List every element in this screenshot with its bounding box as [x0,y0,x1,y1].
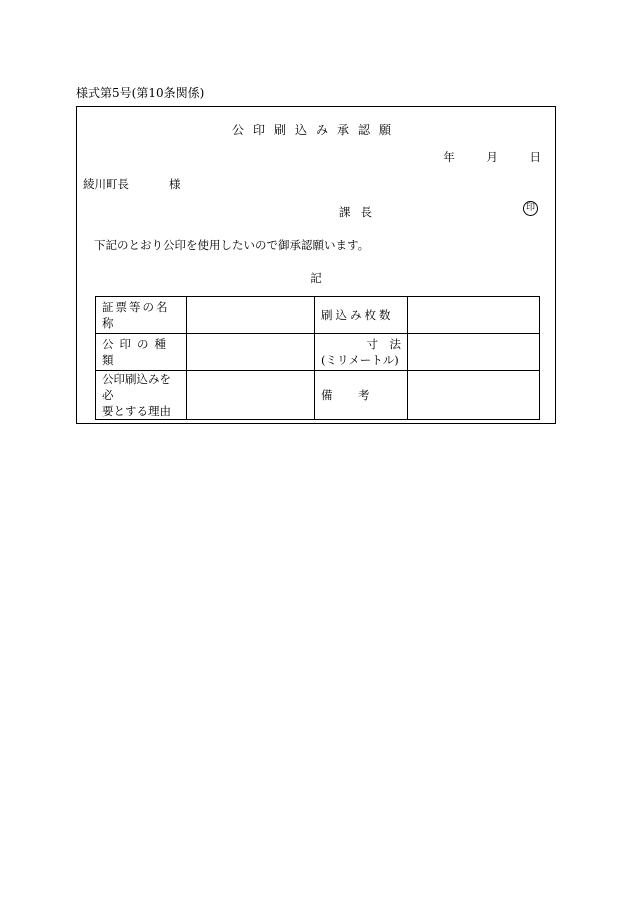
remarks-field[interactable] [408,371,540,420]
remarks-label: 備 考 [315,371,408,420]
table-row [96,334,540,371]
dimension-label [315,334,408,371]
dimension-label-line2: (ミリメートル) [321,353,399,367]
form-title: 公印刷込み承認願 [231,123,400,137]
request-text: 下記のとおり公印を使用したいので御承認願います。 [94,238,370,252]
dimension-field[interactable] [408,334,540,371]
form-frame [76,106,556,424]
seal-mark: 印 [523,201,538,216]
seal-type-label: 公印の種類 [96,334,187,371]
addressee-name: 綾川町長 [83,177,129,191]
dimension-label-line1: 寸 法 [366,337,401,351]
seal-type-field[interactable] [187,334,315,371]
date-month: 月 [486,150,498,164]
reason-label-line2: 要とする理由 [102,404,171,418]
table-row [96,371,540,420]
print-count-field[interactable] [408,297,540,334]
reason-field[interactable] [187,371,315,420]
date-year: 年 [443,150,455,164]
table-row [96,297,540,334]
addressee [83,176,181,192]
date-line [443,149,541,165]
reason-label [96,371,187,420]
addressee-honorific: 様 [169,177,181,191]
details-table [95,296,540,420]
date-day: 日 [529,150,541,164]
reason-label-line1: 公印刷込みを必 [102,372,171,402]
certificate-name-field[interactable] [187,297,315,334]
applicant-title: 課長 [339,205,382,219]
certificate-name-label: 証票等の名称 [96,297,187,334]
form-reference: 様式第5号(第10条関係) [76,86,205,100]
print-count-label: 刷込み枚数 [315,297,408,334]
ki-heading: 記 [310,271,322,285]
